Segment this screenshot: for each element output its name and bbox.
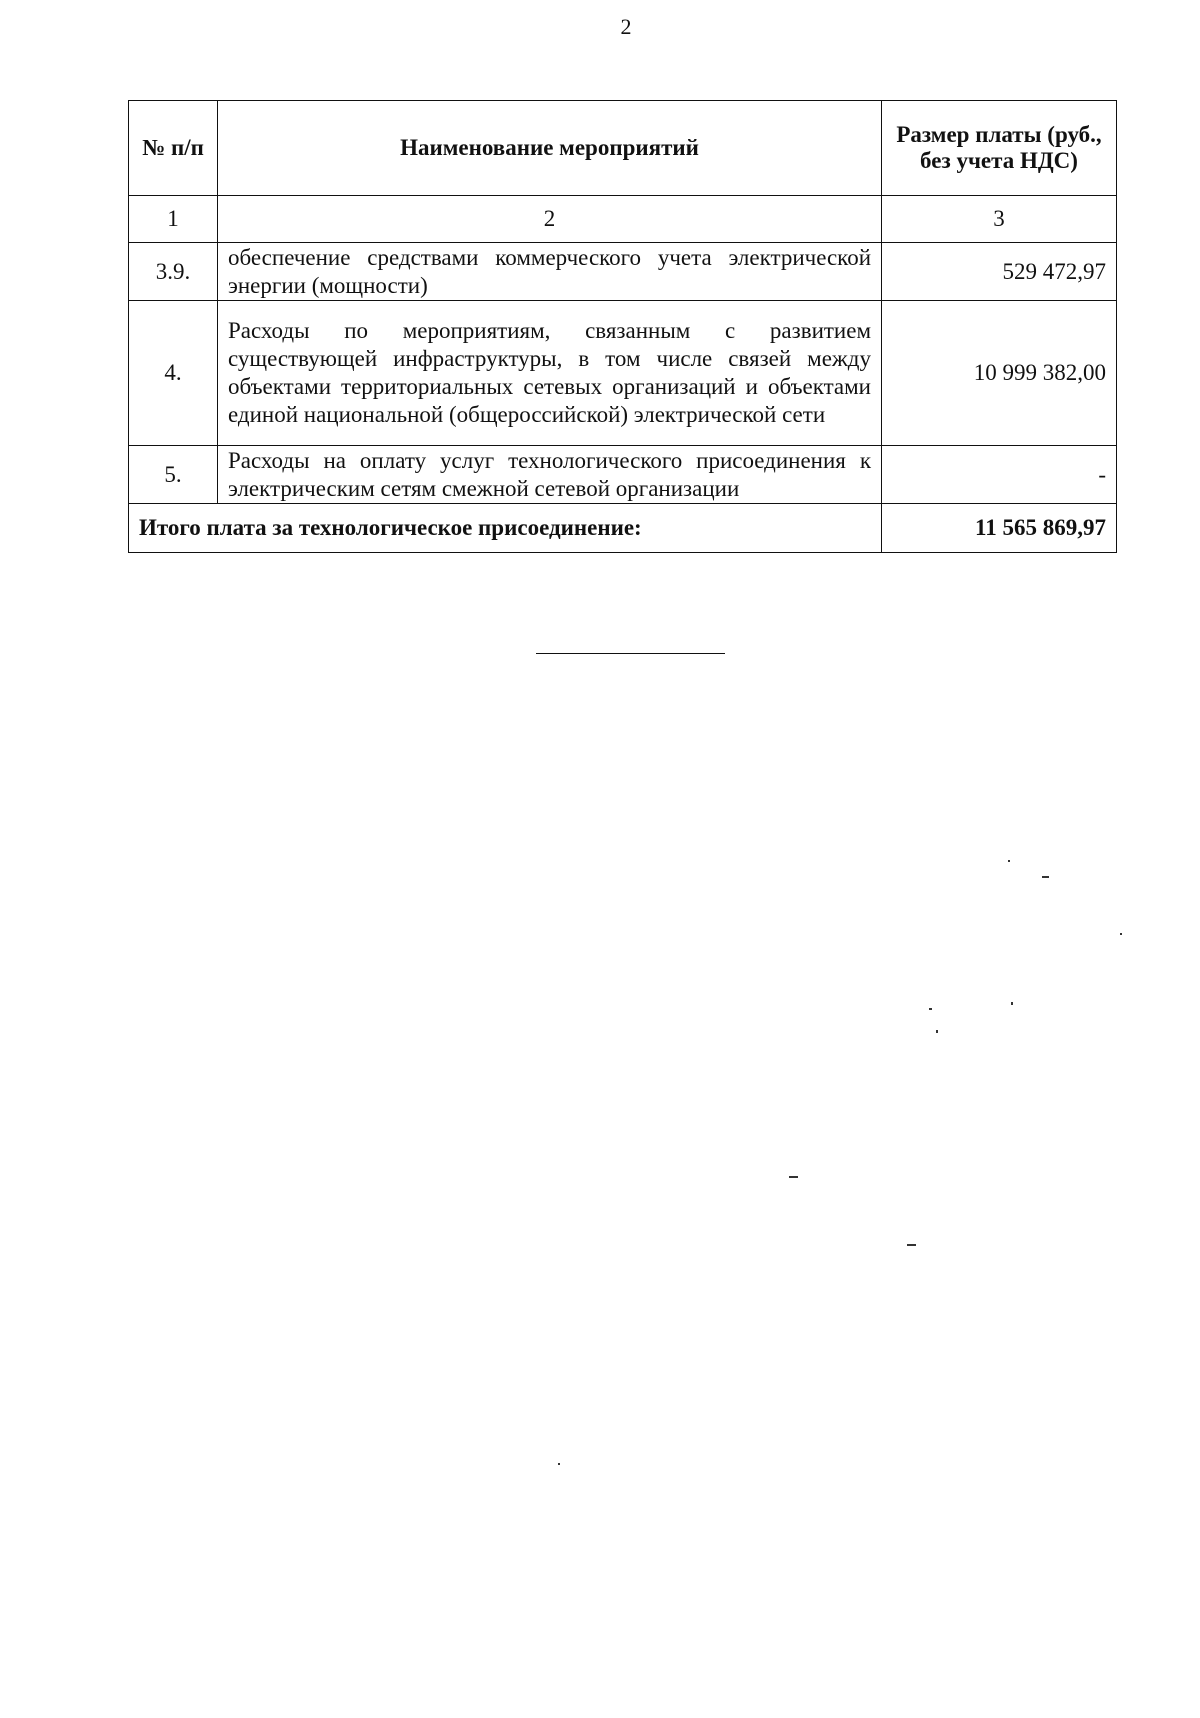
row-number: 4. — [129, 301, 218, 446]
row-description: обеспечение средствами коммерческого учета электрической энергии (мощности) — [218, 243, 882, 301]
row-number: 3.9. — [129, 243, 218, 301]
row-description: Расходы на оплату услуг технологического присоединения к электрическим сетям смежной сетевой организации — [218, 446, 882, 504]
header-fee-label: Размер платы (руб., без учета НДС) — [896, 122, 1102, 173]
scan-speck — [789, 1176, 798, 1178]
table-row — [129, 243, 1117, 301]
page-number: 2 — [620, 14, 632, 39]
column-index-2: 2 — [218, 196, 882, 243]
row-fee: 529 472,97 — [882, 243, 1117, 301]
scan-speck — [1120, 933, 1122, 935]
header-num — [129, 101, 218, 196]
total-row — [129, 504, 1117, 553]
scan-speck — [1011, 1002, 1013, 1005]
column-index-1: 1 — [129, 196, 218, 243]
end-of-document-rule — [536, 653, 725, 654]
scan-speck — [1042, 876, 1049, 878]
table-row — [129, 446, 1117, 504]
row-fee: 10 999 382,00 — [882, 301, 1117, 446]
fee-table — [128, 100, 1117, 553]
total-value: 11 565 869,97 — [882, 504, 1117, 553]
header-num-label: № п/п — [142, 135, 204, 160]
table-header-row — [129, 101, 1117, 196]
column-index-3: 3 — [882, 196, 1117, 243]
row-fee: - — [882, 446, 1117, 504]
header-name — [218, 101, 882, 196]
header-fee — [882, 101, 1117, 196]
scan-speck — [558, 1463, 560, 1465]
total-label: Итого плата за технологическое присоединение: — [129, 504, 882, 553]
scan-speck — [936, 1030, 938, 1033]
scan-speck — [1008, 860, 1010, 862]
header-name-label: Наименование мероприятий — [400, 135, 699, 160]
row-number: 5. — [129, 446, 218, 504]
column-index-row — [129, 196, 1117, 243]
scan-speck — [929, 1008, 932, 1010]
scan-speck — [907, 1244, 916, 1246]
table-row — [129, 301, 1117, 446]
row-description: Расходы по мероприятиям, связанным с развитием существующей инфраструктуры, в том числе связей между объектами территориальных сетевых организаций и объектами единой национальной (общероссийской) электрической сети — [218, 301, 882, 446]
